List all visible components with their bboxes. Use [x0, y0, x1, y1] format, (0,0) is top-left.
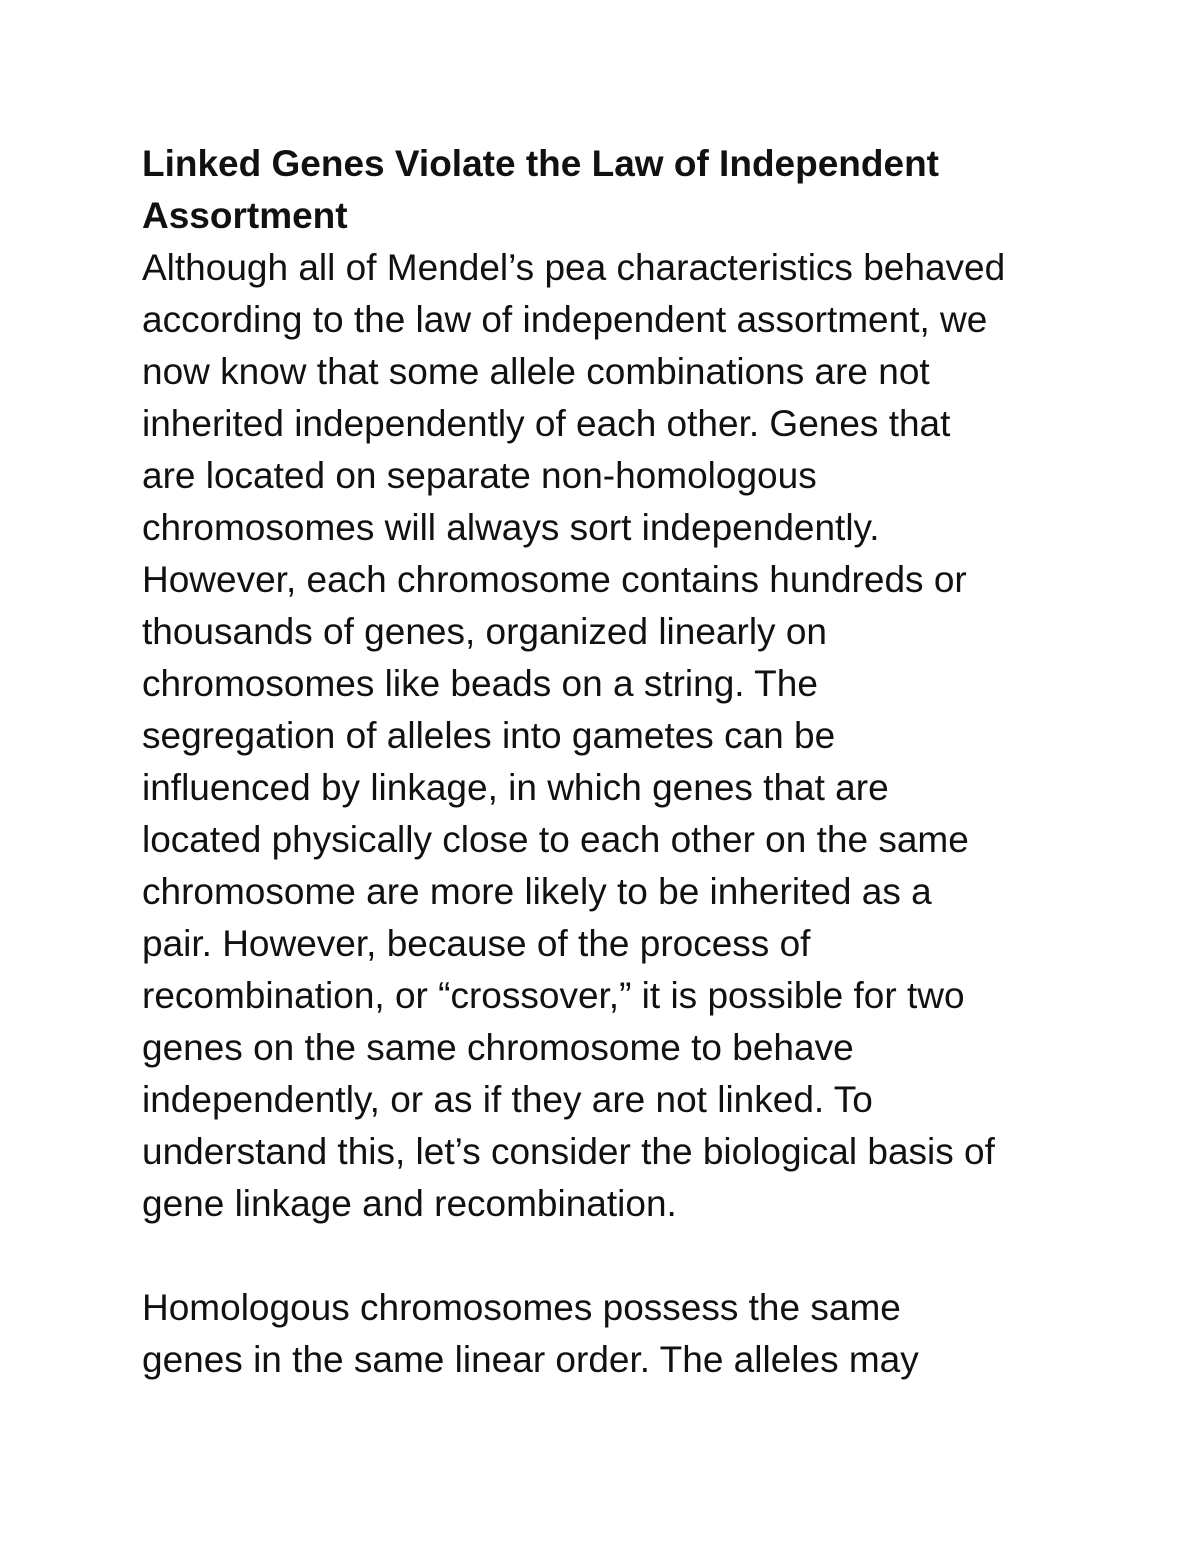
document-body	[142, 138, 1072, 1386]
document-title	[142, 138, 1072, 242]
text-line: Homologous chromosomes possess the same	[142, 1287, 901, 1328]
text-line: Although all of Mendel’s pea characteristics behaved	[142, 247, 1006, 288]
text-line: understand this, let’s consider the biological basis of	[142, 1131, 995, 1172]
paragraph-spacer	[142, 1230, 1072, 1282]
text-line: chromosomes like beads on a string. The	[142, 663, 818, 704]
title-line: Assortment	[142, 195, 348, 236]
paragraph-1	[142, 242, 1072, 1230]
text-line: recombination, or “crossover,” it is possible for two	[142, 975, 965, 1016]
title-line: Linked Genes Violate the Law of Independent	[142, 143, 939, 184]
text-line: chromosomes will always sort independently.	[142, 507, 880, 548]
text-line: thousands of genes, organized linearly on	[142, 611, 827, 652]
text-line: according to the law of independent assortment, we	[142, 299, 988, 340]
text-line: now know that some allele combinations are not	[142, 351, 930, 392]
text-line: However, each chromosome contains hundreds or	[142, 559, 967, 600]
text-line: chromosome are more likely to be inherited as a	[142, 871, 932, 912]
text-line: genes in the same linear order. The alleles may	[142, 1339, 919, 1380]
text-line: are located on separate non-homologous	[142, 455, 817, 496]
text-line: gene linkage and recombination.	[142, 1183, 677, 1224]
text-line: independently, or as if they are not linked. To	[142, 1079, 873, 1120]
text-line: located physically close to each other on the same	[142, 819, 969, 860]
text-line: genes on the same chromosome to behave	[142, 1027, 854, 1068]
text-line: pair. However, because of the process of	[142, 923, 811, 964]
text-line: segregation of alleles into gametes can be	[142, 715, 836, 756]
paragraph-2	[142, 1282, 1072, 1386]
text-line: influenced by linkage, in which genes that are	[142, 767, 889, 808]
text-line: inherited independently of each other. Genes that	[142, 403, 951, 444]
